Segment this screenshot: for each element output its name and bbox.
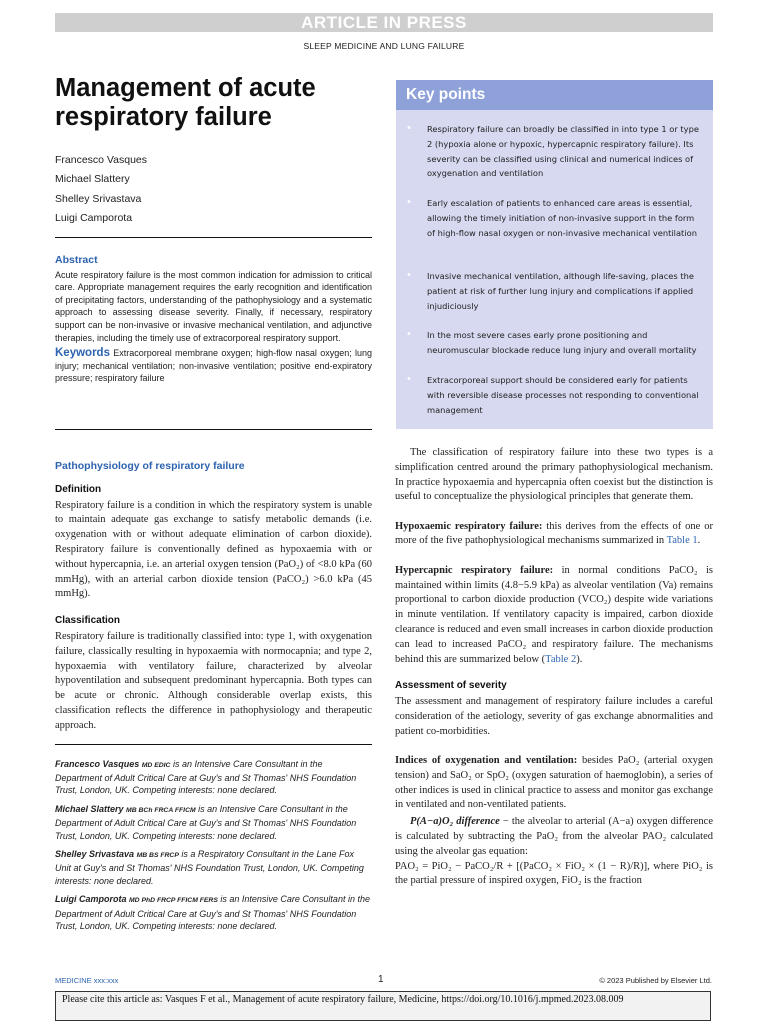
hypercapnic-text: in normal conditions PaCO₂ is maintained within limits (4.8−5.9 kPa) as alveolar ventilation (Va) remains proportional to carbon dioxide production (VCO₂) despite wide variations in minute ventilation. If ventilatory capacity is impaired, carbon dioxide clearance is reduced and even small increases in carbon dioxide production can lead to increased PaCO₂ and respiratory failure. The mechanisms behind this are summarized below ( [395,564,713,665]
key-points-box [396,80,713,429]
section-heading: SLEEP MEDICINE AND LUNG FAILURE [303,41,465,51]
indices-paragraph [395,754,713,813]
definition-heading: Definition [55,483,102,495]
hypoxaemic-label: Hypoxaemic respiratory failure: [395,520,543,532]
bullet-icon: • [406,374,412,385]
author-bios [55,758,372,938]
key-point-text: Extracorporeal support should be considered early for patients with reversible disease processes not responding to conventional management [427,375,699,415]
article-title: Management of acute respiratory failure [55,74,316,131]
right-column [395,446,713,889]
author: Francesco Vasques [55,154,148,166]
punctuation: ). [576,653,583,665]
author-list [55,151,355,228]
citation-box: Please cite this article as: Vasques F et al., Management of acute respiratory failure, Medicine, https://doi.org/10.1016/j.mpmed.2023.08.009 [55,991,711,1021]
abstract-text: Acute respiratory failure is the most common indication for admission to critical care. Appropriate management requires the early recognition and identification of precipitating factors, understanding of the pathophysiology and a systematic approach to assessing disease severity. Finally, if necessary, respiratory support can be non-invasive or invasive mechanical ventilation, and adjunctive therapies, including the timely use of extracorporeal respiratory support. [55,269,372,343]
alveolar-gas-equation: PAO₂ = PiO₂ − PaCO₂/R + [(PaCO₂ × FiO₂ × (1 − R)/R)], where PiO₂ is the partial pressure of inspired oxygen, FiO₂ is the fraction [395,860,713,887]
table-1-link[interactable]: Table 1 [666,535,698,547]
indices-label: Indices of oxygenation and ventilation: [395,755,578,767]
bio-text: is an Intensive Care Consultant in the Department of Adult Critical Care at Guy's and St Thomas' NHS Foundation Trust, London, UK. Competing interests: none declared. [55,894,370,931]
assessment-text: The assessment and management of respiratory failure includes a careful consideration of the aetiology, severity of gas exchange abnormalities and patient co-morbidities. [395,696,713,737]
key-point-text: In the most severe cases early prone positioning and neuromuscular blockade reduce lung injury and overall mortality [427,330,697,355]
page-number: 1 [378,974,384,985]
left-column [55,459,372,734]
bullet-icon: • [406,329,412,340]
bio-name: Shelley Srivastava [55,849,135,860]
bio-name: Luigi Camporota [55,894,127,905]
author: Luigi Camporota [55,211,133,224]
keywords [55,347,372,385]
hypercapnic-paragraph [395,564,713,668]
key-point-text: Early escalation of patients to enhanced care areas is essential, allowing the timely initiation of non-invasive support in the form of high-flow nasal oxygen or non-invasive mechanical ventilation [427,198,697,238]
bio-text: is a Respiratory Consultant in the Lane Fox Unit at Guy's and St Thomas' NHS Foundation Trust, London, UK. Competing interests: none declared. [55,849,364,886]
author-bio [55,758,372,797]
bio-name: Michael Slattery [55,804,124,815]
keywords-label: Keywords [55,347,110,360]
bio-credentials: MD EDIC [141,762,171,769]
abstract [55,254,372,385]
intro-paragraph: The classification of respiratory failure into these two types is a simplification centred around the primary pathophysiological mechanism. In practice hypoxaemia and hypercapnia often coexist but the distinction is useful to conceptualize the physiological principles that generate them. [395,447,713,503]
keywords-text: Extracorporeal membrane oxygen; high-flow nasal oxygen; lung injury; mechanical ventilation; non-invasive ventilation; positive end-expiratory pressure; respiratory failure [55,348,372,384]
author: Michael Slattery [55,173,130,186]
bio-credentials: MB BCh FRCA FFICM [126,807,196,815]
abstract-heading: Abstract [55,254,98,266]
assessment-heading: Assessment of severity [395,680,507,692]
indices-text: besides PaO₂ (arterial oxygen tension) and SaO₂ or SpO₂ (oxygen saturation of haemoglobin), a series of other indices is used in clinical practice to assess and monitor gas exchange in ventilated and non-ventilated patients. [395,755,713,811]
difference-text: − the alveolar to arterial (A−a) oxygen difference is calculated by subtracting the PaO₂ from the alveolar PAO₂ calculated using the alveolar gas equation: [395,816,713,857]
divider [55,744,372,745]
bullet-icon: • [406,197,412,208]
bio-credentials: MD PhD FRCP FFICM FERS [129,897,218,905]
hypoxaemic-text: this derives from the effects of one or more of the five pathophysiological mechanisms summarized in [395,520,713,547]
bullet-icon: • [406,270,412,281]
author: Shelley Srivastava [55,192,142,205]
hypoxaemic-paragraph [395,520,713,550]
bio-text: is an Intensive Care Consultant in the Department of Adult Critical Care at Guy's and St Thomas' NHS Foundation Trust, London, UK. Competing interests: none declared. [55,804,357,841]
author-bio [55,803,372,842]
classification-heading: Classification [55,615,121,627]
table-2-link[interactable]: Table 2 [545,653,577,665]
footer-journal: MEDICINE xxx:xxx [55,976,119,985]
author-bio [55,893,372,932]
divider [55,237,372,238]
hypercapnic-label: Hypercapnic respiratory failure: [395,564,554,576]
difference-label: P(A−a)O₂ difference [410,816,500,828]
bio-name: Francesco Vasques [55,759,140,769]
difference-paragraph [395,815,713,859]
article-in-press-banner: ARTICLE IN PRESS [55,13,713,32]
bio-text: is an Intensive Care Consultant in the Department of Adult Critical Care at Guy's and St Thomas' NHS Foundation Trust, London, UK. Competing interests: none declared. [55,759,357,796]
footer-copyright: © 2023 Published by Elsevier Ltd. [599,976,712,985]
key-points-heading: Key points [396,80,713,110]
punctuation: . [697,535,701,547]
key-point-text: Invasive mechanical ventilation, although life-saving, places the patient at risk of further lung injury and complications if applied injudiciously [427,271,694,311]
key-point-text: Respiratory failure can broadly be classified in into type 1 or type 2 (hypoxia alone or hypoxic, hypercapnic respiratory failure). Its severity can be classified using clinical and numerical indices of oxygenation and ventilation [427,124,699,179]
divider [55,429,372,430]
bullet-icon: • [406,123,412,134]
section-title: Pathophysiology of respiratory failure [55,460,245,472]
classification-text: Respiratory failure is traditionally classified into: type 1, with oxygenation failure, classically resulting in hypoxaemia with normocapnia; and type 2, hypoxaemia with ventilatory failure, characterized by alveolar hypoventilation and subsequent predominant hypercapnia. Both types can be acute or chronic. Although considerable overlap exists, this classification reflects the difference in pathophysiology and therapeutic approach. [55,630,372,731]
definition-text: Respiratory failure is a condition in which the respiratory system is unable to maintain adequate gas exchange to satisfy metabolic demands (i.e. oxygenation with or without adequate elimination of carbon dioxide). Respiratory failure is conventionally defined as hypoxaemia with or without hypercapnia, i.e. an arterial oxygen tension (PaO₂) of <8.0 kPa (60 mmHg), with an arterial carbon dioxide tension (PaCO₂) >6.0 kPa (45 mmHg). [55,499,372,600]
bio-credentials: MB BS FRCP [136,852,179,860]
author-bio [55,848,372,887]
